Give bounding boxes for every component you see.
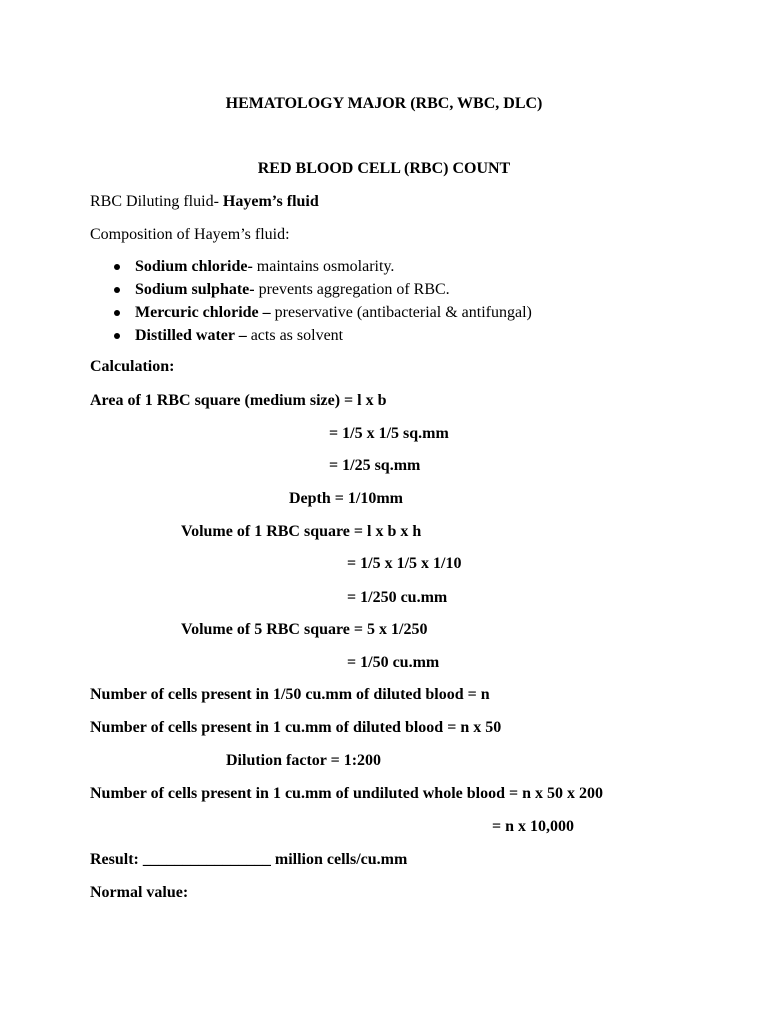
composition-item-desc: preservative (antibacterial & antifungal): [270, 304, 532, 321]
list-item: [90, 257, 532, 280]
diluting-fluid-line: [90, 192, 319, 212]
calc-line: = 1/50 cu.mm: [347, 654, 440, 671]
main-title: HEMATOLOGY MAJOR (RBC, WBC, DLC): [225, 95, 543, 112]
calc-line: Depth = 1/10mm: [289, 490, 403, 507]
normal-value-line: Normal value:: [90, 884, 189, 901]
composition-item-desc: maintains osmolarity.: [252, 258, 395, 275]
bullet-icon: [114, 310, 120, 316]
calc-line: = 1/5 x 1/5 x 1/10: [347, 555, 462, 572]
composition-item-name: Distilled water –: [135, 327, 247, 344]
calc-line: Volume of 5 RBC square = 5 x 1/250: [181, 621, 428, 638]
diluting-fluid-label: RBC Diluting fluid-: [90, 193, 223, 210]
bullet-icon: [114, 333, 120, 339]
composition-item-name: Sodium chloride-: [135, 258, 253, 275]
composition-list: [90, 257, 532, 349]
section-title: RED BLOOD CELL (RBC) COUNT: [257, 160, 511, 177]
composition-item-desc: prevents aggregation of RBC.: [254, 281, 450, 298]
diluting-fluid-value: Hayem’s fluid: [222, 193, 319, 210]
calc-line: Number of cells present in 1/50 cu.mm of diluted blood = n: [90, 686, 490, 703]
calc-line: Number of cells present in 1 cu.mm of undiluted whole blood = n x 50 x 200: [90, 785, 604, 802]
composition-item-name: Sodium sulphate-: [135, 281, 255, 298]
composition-heading: Composition of Hayem’s fluid:: [90, 226, 290, 243]
calc-line: Volume of 1 RBC square = l x b x h: [181, 523, 422, 540]
calc-line: = 1/25 sq.mm: [329, 457, 421, 474]
calc-line: Area of 1 RBC square (medium size) = l x b: [90, 392, 387, 409]
calc-line: = 1/250 cu.mm: [347, 589, 448, 606]
calculation-heading: Calculation:: [90, 358, 175, 375]
calc-line: Dilution factor = 1:200: [226, 752, 382, 769]
bullet-icon: [114, 264, 120, 270]
bullet-icon: [114, 287, 120, 293]
calc-line: Number of cells present in 1 cu.mm of diluted blood = n x 50: [90, 719, 502, 736]
list-item: [90, 326, 532, 349]
calc-line: = 1/5 x 1/5 sq.mm: [329, 425, 449, 442]
result-line: Result: ________________ million cells/cu.mm: [90, 851, 408, 868]
composition-item-desc: acts as solvent: [246, 327, 344, 344]
composition-item-name: Mercuric chloride –: [135, 304, 271, 321]
list-item: [90, 303, 532, 326]
list-item: [90, 280, 532, 303]
calc-line: = n x 10,000: [492, 818, 575, 835]
